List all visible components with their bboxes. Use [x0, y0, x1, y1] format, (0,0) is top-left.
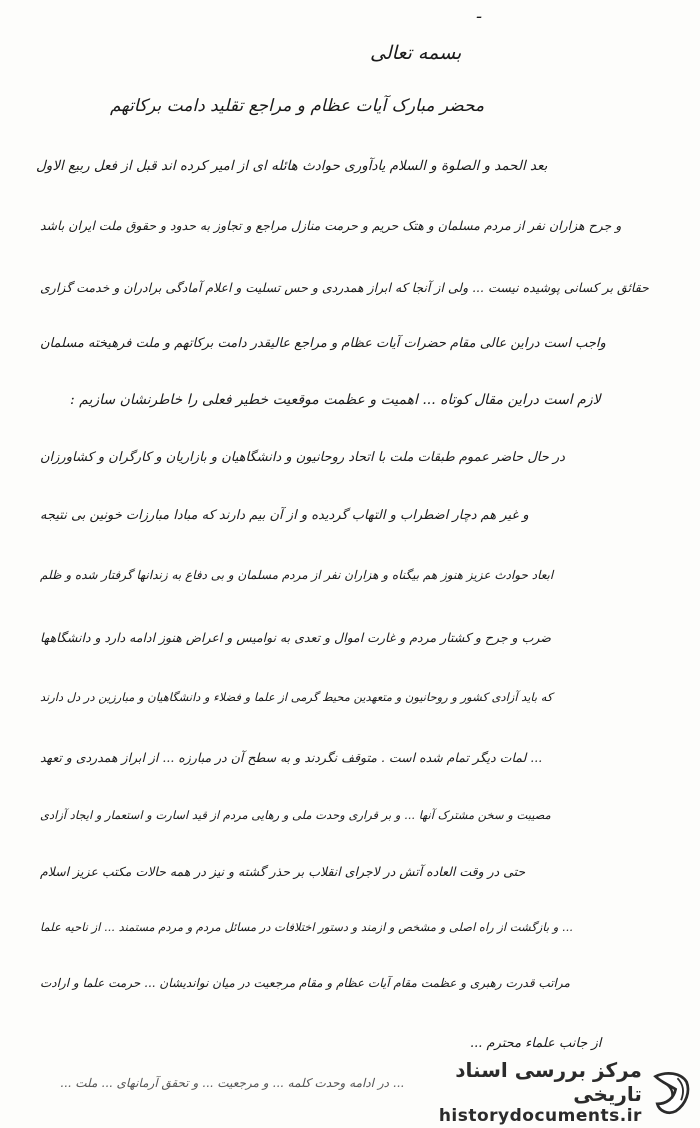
body-line: ... در ادامه وحدت کلمه ... و مرجعیت ... و تحقق آرمانهای ... ملت ...	[60, 1076, 405, 1090]
body-line: ابعاد حوادث عزیز هنوز هم بیگناه و هزاران نفر از مردم مسلمان و بی دفاع به زندانها گرفتار شده و ظلم	[40, 568, 554, 582]
body-line: بعد الحمد و الصلوة و السلام یادآوری حوادث هائله ای از امیر کرده اند قبل از فعل ربیع الاول	[36, 158, 548, 174]
body-line: مراتب قدرت رهبری و عظمت مقام آیات عظام و مقام مرجعیت در میان نواندیشان ... حرمت علما و ارادت	[40, 976, 570, 990]
body-line: ... لمات دیگر تمام شده است . متوقف نگردند و به سطح آن در مبارزه ... از ابراز همدردی و تعهد	[40, 750, 543, 765]
body-line: حقائق بر کسانی پوشیده نیست ... ولی از آنجا که ابراز همدردی و حس تسلیت و اعلام آمادگی برادران و خدمت گزاری	[40, 280, 649, 295]
watermark-english: historydocuments.ir	[438, 1106, 642, 1126]
watermark-persian: مرکز بررسی اسناد تاریخی	[455, 1058, 642, 1106]
body-line: لازم است دراین مقال کوتاه ... اهمیت و عظمت موقعیت خطیر فعلی را خاطرنشان سازیم :	[70, 392, 601, 408]
body-line: ... و بازگشت از راه اصلی و مشخص و ازمند و دستور اختلافات در مسائل مردم و مردم مستمند ... از ناحیه علما	[40, 920, 573, 934]
body-line: و جرح هزاران نفر از مردم مسلمان و هتک حریم و حرمت منازل مراجع و تجاوز به حدود و حقوق ملت ایران باشد	[40, 218, 622, 233]
document-heading: بسمه تعالی	[370, 42, 462, 64]
body-line: از جانب علماء محترم ...	[470, 1036, 602, 1051]
body-line: و غیر هم دچار اضطراب و التهاب گردیده و از آن بیم دارند که مبادا مبارزات خونین بی نتیجه	[40, 508, 529, 523]
top-mark: -	[476, 6, 483, 27]
body-line: مصیبت و سخن مشترک آنها ... و بر قراری وحدت ملی و رهایی مردم از قید اسارت و استعمار و ایجاد آزادی	[40, 808, 551, 822]
body-line: ضرب و جرح و کشتار مردم و غارت اموال و تعدی به نوامیس و اعراض هنوز ادامه دارد و دانشگاهها	[40, 630, 551, 645]
body-line: که باید آزادی کشور و روحانیون و متعهدین محیط گرمی از علما و فضلاء و دانشگاهیان و مبارزین در دل دارند	[40, 690, 553, 704]
watermark-text	[402, 1058, 642, 1126]
body-line: حتی در وقت العاده آتش در لاجرای انقلاب بر حذر گشته و نیز در همه حالات مکتب عزیز اسلام	[40, 864, 526, 879]
body-line: واجب است دراین عالی مقام حضرات آیات عظام و مراجع عالیقدر دامت برکاتهم و ملت فرهیخته مسلمان	[40, 336, 606, 351]
scroll-leaf-icon	[650, 1067, 692, 1117]
watermark	[402, 1058, 692, 1126]
document-address: محضر مبارک آیات عظام و مراجع تقلید دامت برکاتهم	[110, 96, 485, 116]
body-line: در حال حاضر عموم طبقات ملت با اتحاد روحانیون و دانشگاهیان و بازاریان و کارگران و کشاورزان	[40, 450, 565, 465]
